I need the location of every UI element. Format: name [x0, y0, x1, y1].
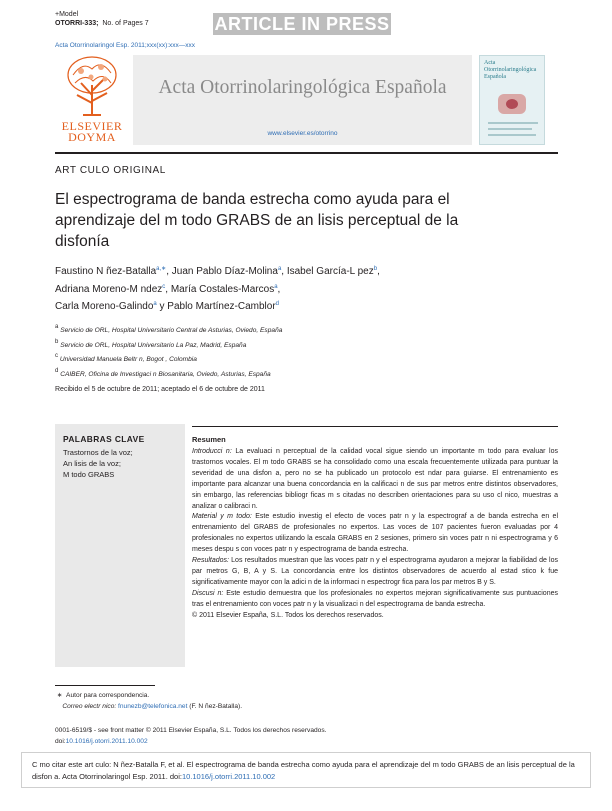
affiliation	[55, 351, 505, 366]
affiliation-text: Universidad Manuela Beltr n, Bogot , Colombia	[59, 356, 197, 363]
keyword-item[interactable]: Trastornos de la voz;	[63, 448, 133, 457]
cover-image-icon	[498, 94, 526, 114]
affiliation	[55, 366, 505, 381]
abstract-section	[192, 556, 558, 589]
email-owner: (F. N ñez-Batalla).	[189, 703, 243, 710]
abstract-section-text: La evaluaci n perceptual de la calidad vocal sigue siendo un importante m todo para evaluar los trastornos vocales. El m todo GRABS se ha consolidado como una escala frecuentemente utilizada para puntuar la severidad de una disfon a, pero no se ha publicado un protocolo est ndar para guiarse. El entrenamiento es importante para alcanzar una buena concordancia en la calificaci n de sus par metros entre distintos observadores, sin embargo, las referencias bibliogr ficas m s citadas no describen orientaciones para su uso cl nico, muestras a analizar o calibraci n.	[192, 448, 558, 510]
article-title: El espectrograma de banda estrecha como ayuda para el aprendizaje del m todo GRABS de an lisis perceptual de la disfonía	[55, 191, 459, 250]
author-separator: y	[156, 301, 168, 312]
elsevier-tree-icon	[63, 55, 121, 117]
model-label: +Model	[55, 11, 79, 18]
how-to-cite-box	[21, 752, 591, 788]
keyword-item[interactable]: M todo GRABS	[63, 470, 115, 479]
author-separator: ,	[277, 283, 281, 295]
cite-doi-link[interactable]: 10.1016/j.otorri.2011.10.002	[181, 771, 276, 781]
journal-citation-link[interactable]: Acta Otorrinolaringol Esp. 2011;xxx(xx):xxx—xxx	[55, 42, 196, 49]
banner-text: ARTICLE IN PRESS	[214, 14, 390, 34]
affiliation-marker: b	[55, 338, 59, 345]
cover-title: Acta Otorrinolaringológica Española	[484, 60, 537, 80]
footnote-star: ∗	[56, 692, 63, 699]
received-dates: Recibido el 5 de octubre de 2011; aceptado el 6 de octubre de 2011	[55, 386, 265, 393]
keyword-item[interactable]: An lisis de la voz;	[63, 459, 121, 468]
affiliation-marker: a	[55, 324, 59, 330]
doi-link[interactable]: 10.1016/j.otorri.2011.10.002	[65, 738, 148, 745]
author-affil-marker[interactable]: a,∗	[156, 266, 167, 272]
author-name[interactable]: Faustino N ñez-Batalla	[55, 266, 157, 277]
affiliation-text: Servicio de ORL, Hospital Universitario La Paz, Madrid, España	[60, 341, 247, 349]
abstract-heading: Resumen	[192, 435, 226, 444]
abstract-body	[192, 447, 558, 622]
journal-banner	[133, 55, 472, 145]
cover-text-line	[488, 134, 536, 136]
author-separator: ,	[165, 283, 171, 295]
abstract-section-text: Los resultados muestran que las voces patr n y el espectrograma ayudaron a mejorar la fiabilidad de los par metros G, B, A y S. La concordancia entre los distintos observadores de acuerdo al estad stico k fue significativamente mayor con la adici n de la informaci n espectrogr fica para los par metros B y S.	[192, 557, 558, 586]
affiliation-text: Servicio de ORL, Hospital Universitario Central de Asturias, Oviedo, España	[60, 327, 283, 334]
correspondence-footnote	[55, 690, 242, 712]
how-to-cite-text	[32, 759, 584, 782]
cover-text-line	[488, 128, 532, 130]
journal-url-link[interactable]: www.elsevier.es/otorrino	[267, 130, 338, 137]
abstract-divider	[192, 426, 558, 427]
author-list	[55, 262, 505, 315]
footnote-label: Autor para correspondencia.	[66, 692, 150, 699]
affiliation	[55, 322, 505, 337]
author-name[interactable]: Isabel García-L pez	[286, 266, 374, 277]
author-name[interactable]: María Costales-Marcos	[170, 283, 275, 295]
author-affil-marker[interactable]: a	[274, 283, 278, 290]
affiliation-list	[55, 322, 505, 380]
author-affil-marker[interactable]: a	[153, 301, 157, 307]
front-matter-copyright	[55, 725, 326, 747]
affiliation-marker: d	[55, 367, 59, 374]
page-count: No. of Pages 7	[102, 20, 149, 27]
author-name[interactable]: Juan Pablo Díaz-Molina	[171, 266, 278, 277]
abstract-section-label: Discusi n:	[192, 589, 224, 597]
header-divider	[55, 152, 558, 154]
cite-text: C mo citar este art culo: N ñez-Batalla F, et al. El espectrograma de banda estrecha como ayuda para el aprendizaje del m todo GRABS de an lisis perceptual de la disfon a. Acta Otorrinolaringol Esp. 2011. doi:	[32, 760, 575, 781]
masthead	[55, 55, 558, 151]
journal-name: Acta Otorrinolaringológica Española	[158, 77, 447, 98]
affiliation-marker: c	[55, 353, 58, 359]
author-separator: ,	[377, 266, 380, 277]
copyright-line: 0001-6519/$ - see front matter © 2011 Elsevier España, S.L. Todos los derechos reservados.	[55, 727, 327, 734]
article-code-row	[55, 19, 149, 28]
article-in-press-banner	[213, 13, 391, 35]
keywords-list	[63, 447, 133, 480]
author-affil-marker[interactable]: b	[373, 266, 378, 272]
author-affil-marker[interactable]: c	[162, 283, 166, 290]
author-name[interactable]: Pablo Martínez-Camblor	[167, 301, 276, 312]
author-separator: ,	[166, 266, 172, 277]
abstract-section-label: Introducci n:	[192, 448, 232, 455]
cover-text-line	[488, 122, 538, 124]
keywords-box	[55, 424, 185, 667]
abstract-copyright: © 2011 Elsevier España, S.L. Todos los derechos reservados.	[192, 611, 384, 619]
elsevier-logo[interactable]	[55, 55, 129, 145]
doi-label: doi:	[55, 738, 66, 745]
abstract-section-text: Este estudio demuestra que los profesionales no expertos mejoran significativamente sus puntuaciones tras el entrenamiento con voces patr n y la visualizaci n del espectrograma de banda estrecha.	[192, 589, 558, 608]
email-link[interactable]: fnunezb@telefonica.net	[118, 703, 188, 710]
keywords-title: PALABRAS CLAVE	[63, 434, 145, 444]
abstract-section-label: Resultados:	[192, 557, 229, 565]
running-header	[55, 10, 149, 28]
abstract-section-text: Este estudio investig el efecto de voces patr n y la espectrograf a de banda estrecha en el entrenamiento del GRABS de profesionales no expertos. Las voces de 107 pacientes fueron evaluadas por 4 profesionales no expertos utilizando la escala GRABS en 2 sesiones, primero sin voces patr n ni espectrograma y 6 meses despu s con voces patr n y espectrograma de banda estrecha.	[192, 513, 559, 554]
email-label: Correo electr nico:	[62, 703, 117, 710]
author-name[interactable]: Adriana Moreno-M ndez	[55, 283, 163, 295]
author-affil-marker[interactable]: d	[275, 301, 280, 307]
publisher-name: ELSEVIER DOYMA	[61, 119, 123, 144]
author-affil-marker[interactable]: a	[277, 266, 282, 272]
abstract-section	[192, 512, 558, 556]
affiliation	[55, 337, 505, 352]
footnote-divider	[55, 685, 155, 686]
abstract-section-label: Material y m todo:	[192, 513, 252, 521]
author-separator: ,	[281, 266, 287, 277]
article-code: OTORRI-333;	[55, 20, 99, 27]
affiliation-text: CAIBER, Oficina de Investigaci n Biosanitaria, Oviedo, Asturias, España	[60, 370, 271, 378]
abstract-section	[192, 447, 558, 512]
author-name[interactable]: Carla Moreno-Galindo	[55, 301, 154, 312]
abstract-section	[192, 589, 558, 611]
journal-cover-thumbnail[interactable]	[479, 55, 545, 145]
article-type: ART CULO ORIGINAL	[55, 165, 166, 176]
